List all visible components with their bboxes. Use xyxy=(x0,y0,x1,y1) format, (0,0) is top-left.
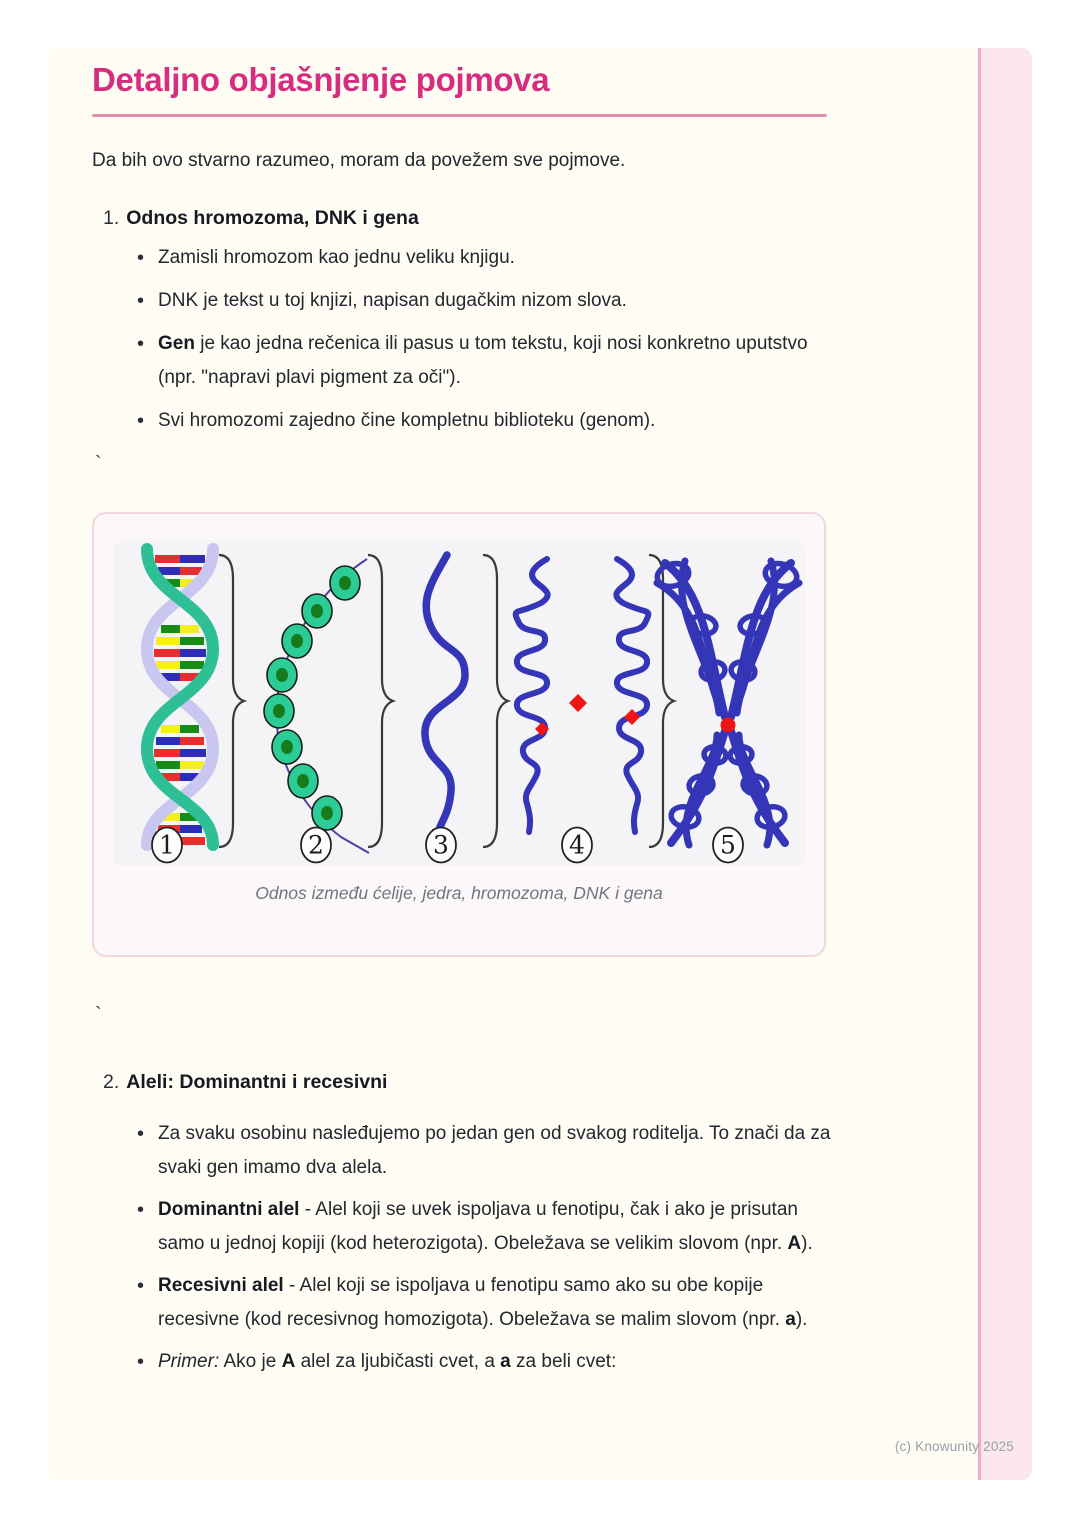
text-segment: Za svaku osobinu nasleđujemo po jedan gen od svakog roditelja. To znači da za svaki gen imamo dva alela. xyxy=(158,1123,831,1178)
section-heading-1 xyxy=(92,203,834,233)
intro-text: Da bih ovo stvarno razumeo, moram da povežem sve pojmove. xyxy=(92,150,626,171)
text-segment: ). xyxy=(801,1233,813,1254)
section-heading-2 xyxy=(92,1067,834,1097)
text-segment: A xyxy=(281,1351,296,1372)
bullet-item xyxy=(158,241,834,275)
text-segment: Zamisli hromozom kao jednu veliku knjigu. xyxy=(158,247,515,268)
dna-packaging-figure xyxy=(113,541,805,866)
text-segment: za beli cvet: xyxy=(510,1351,617,1372)
centromere-marker xyxy=(721,718,736,733)
bullet-item xyxy=(158,327,834,395)
bullet-item xyxy=(158,404,834,438)
text-segment: a xyxy=(785,1309,796,1330)
text-segment: a xyxy=(500,1351,511,1372)
page-title: Detaljno objašnjenje pojmova xyxy=(92,61,550,98)
stage-number-label: 5 xyxy=(720,830,736,860)
title-underline xyxy=(92,114,827,117)
stage-number-label: 2 xyxy=(308,830,324,860)
copyright-note: (c) Knowunity 2025 xyxy=(894,1439,1014,1454)
text-segment: - Alel koji se uvek ispoljava u fenotipu, čak i ako je prisutan samo u jednoj kopiji (kod heterozigota). Obeležava se velikim slovom (npr. xyxy=(158,1199,798,1254)
text-segment: Primer: xyxy=(158,1351,220,1372)
bullet-item xyxy=(158,284,834,318)
stage-number-label: 1 xyxy=(159,830,175,860)
text-segment: alel za ljubičasti cvet, a xyxy=(295,1351,501,1372)
text-segment: - Alel koji se ispoljava u fenotipu samo ako su obe kopije recesivne (kod recesivnog homozigota). Obeležava se malim slovom (npr. xyxy=(158,1275,786,1330)
stray-backtick: ` xyxy=(95,453,102,475)
bullet-list-2 xyxy=(92,1117,834,1379)
text-segment: A xyxy=(787,1233,802,1254)
text-segment: Svi hromozomi zajedno čine kompletnu biblioteku (genom). xyxy=(158,410,656,431)
text-segment: Gen xyxy=(158,333,195,354)
text-segment: Recesivni alel xyxy=(158,1275,284,1296)
section-title: Odnos hromozoma, DNK i gena xyxy=(126,207,419,229)
figure-card xyxy=(92,512,826,957)
text-segment: DNK je tekst u toj knjizi, napisan dugačkim nizom slova. xyxy=(158,290,627,311)
text-segment: Ako je xyxy=(219,1351,282,1372)
stray-backtick: ` xyxy=(95,1004,102,1026)
bullet-item xyxy=(158,1345,834,1379)
text-segment: Dominantni alel xyxy=(158,1199,300,1220)
section-title: Aleli: Dominantni i recesivni xyxy=(126,1071,388,1093)
side-stripe xyxy=(978,48,1032,1480)
stage-number-label: 4 xyxy=(569,830,585,860)
figure-caption: Odnos između ćelije, jedra, hromozoma, DNK i gena xyxy=(255,883,663,903)
note-content xyxy=(92,58,834,1387)
bullet-item xyxy=(158,1117,834,1185)
section-number: 1. xyxy=(103,207,120,229)
note-page xyxy=(48,48,1032,1480)
bullet-item xyxy=(158,1193,834,1261)
bullet-list-1 xyxy=(92,241,834,438)
stage-number-label: 3 xyxy=(433,830,449,860)
bullet-item xyxy=(158,1269,834,1337)
text-segment: ). xyxy=(795,1309,808,1330)
section-number: 2. xyxy=(103,1071,120,1093)
text-segment: je kao jedna rečenica ili pasus u tom tekstu, koji nosi konkretno uputstvo (npr. "napravi plavi pigment za oči"). xyxy=(158,333,808,388)
